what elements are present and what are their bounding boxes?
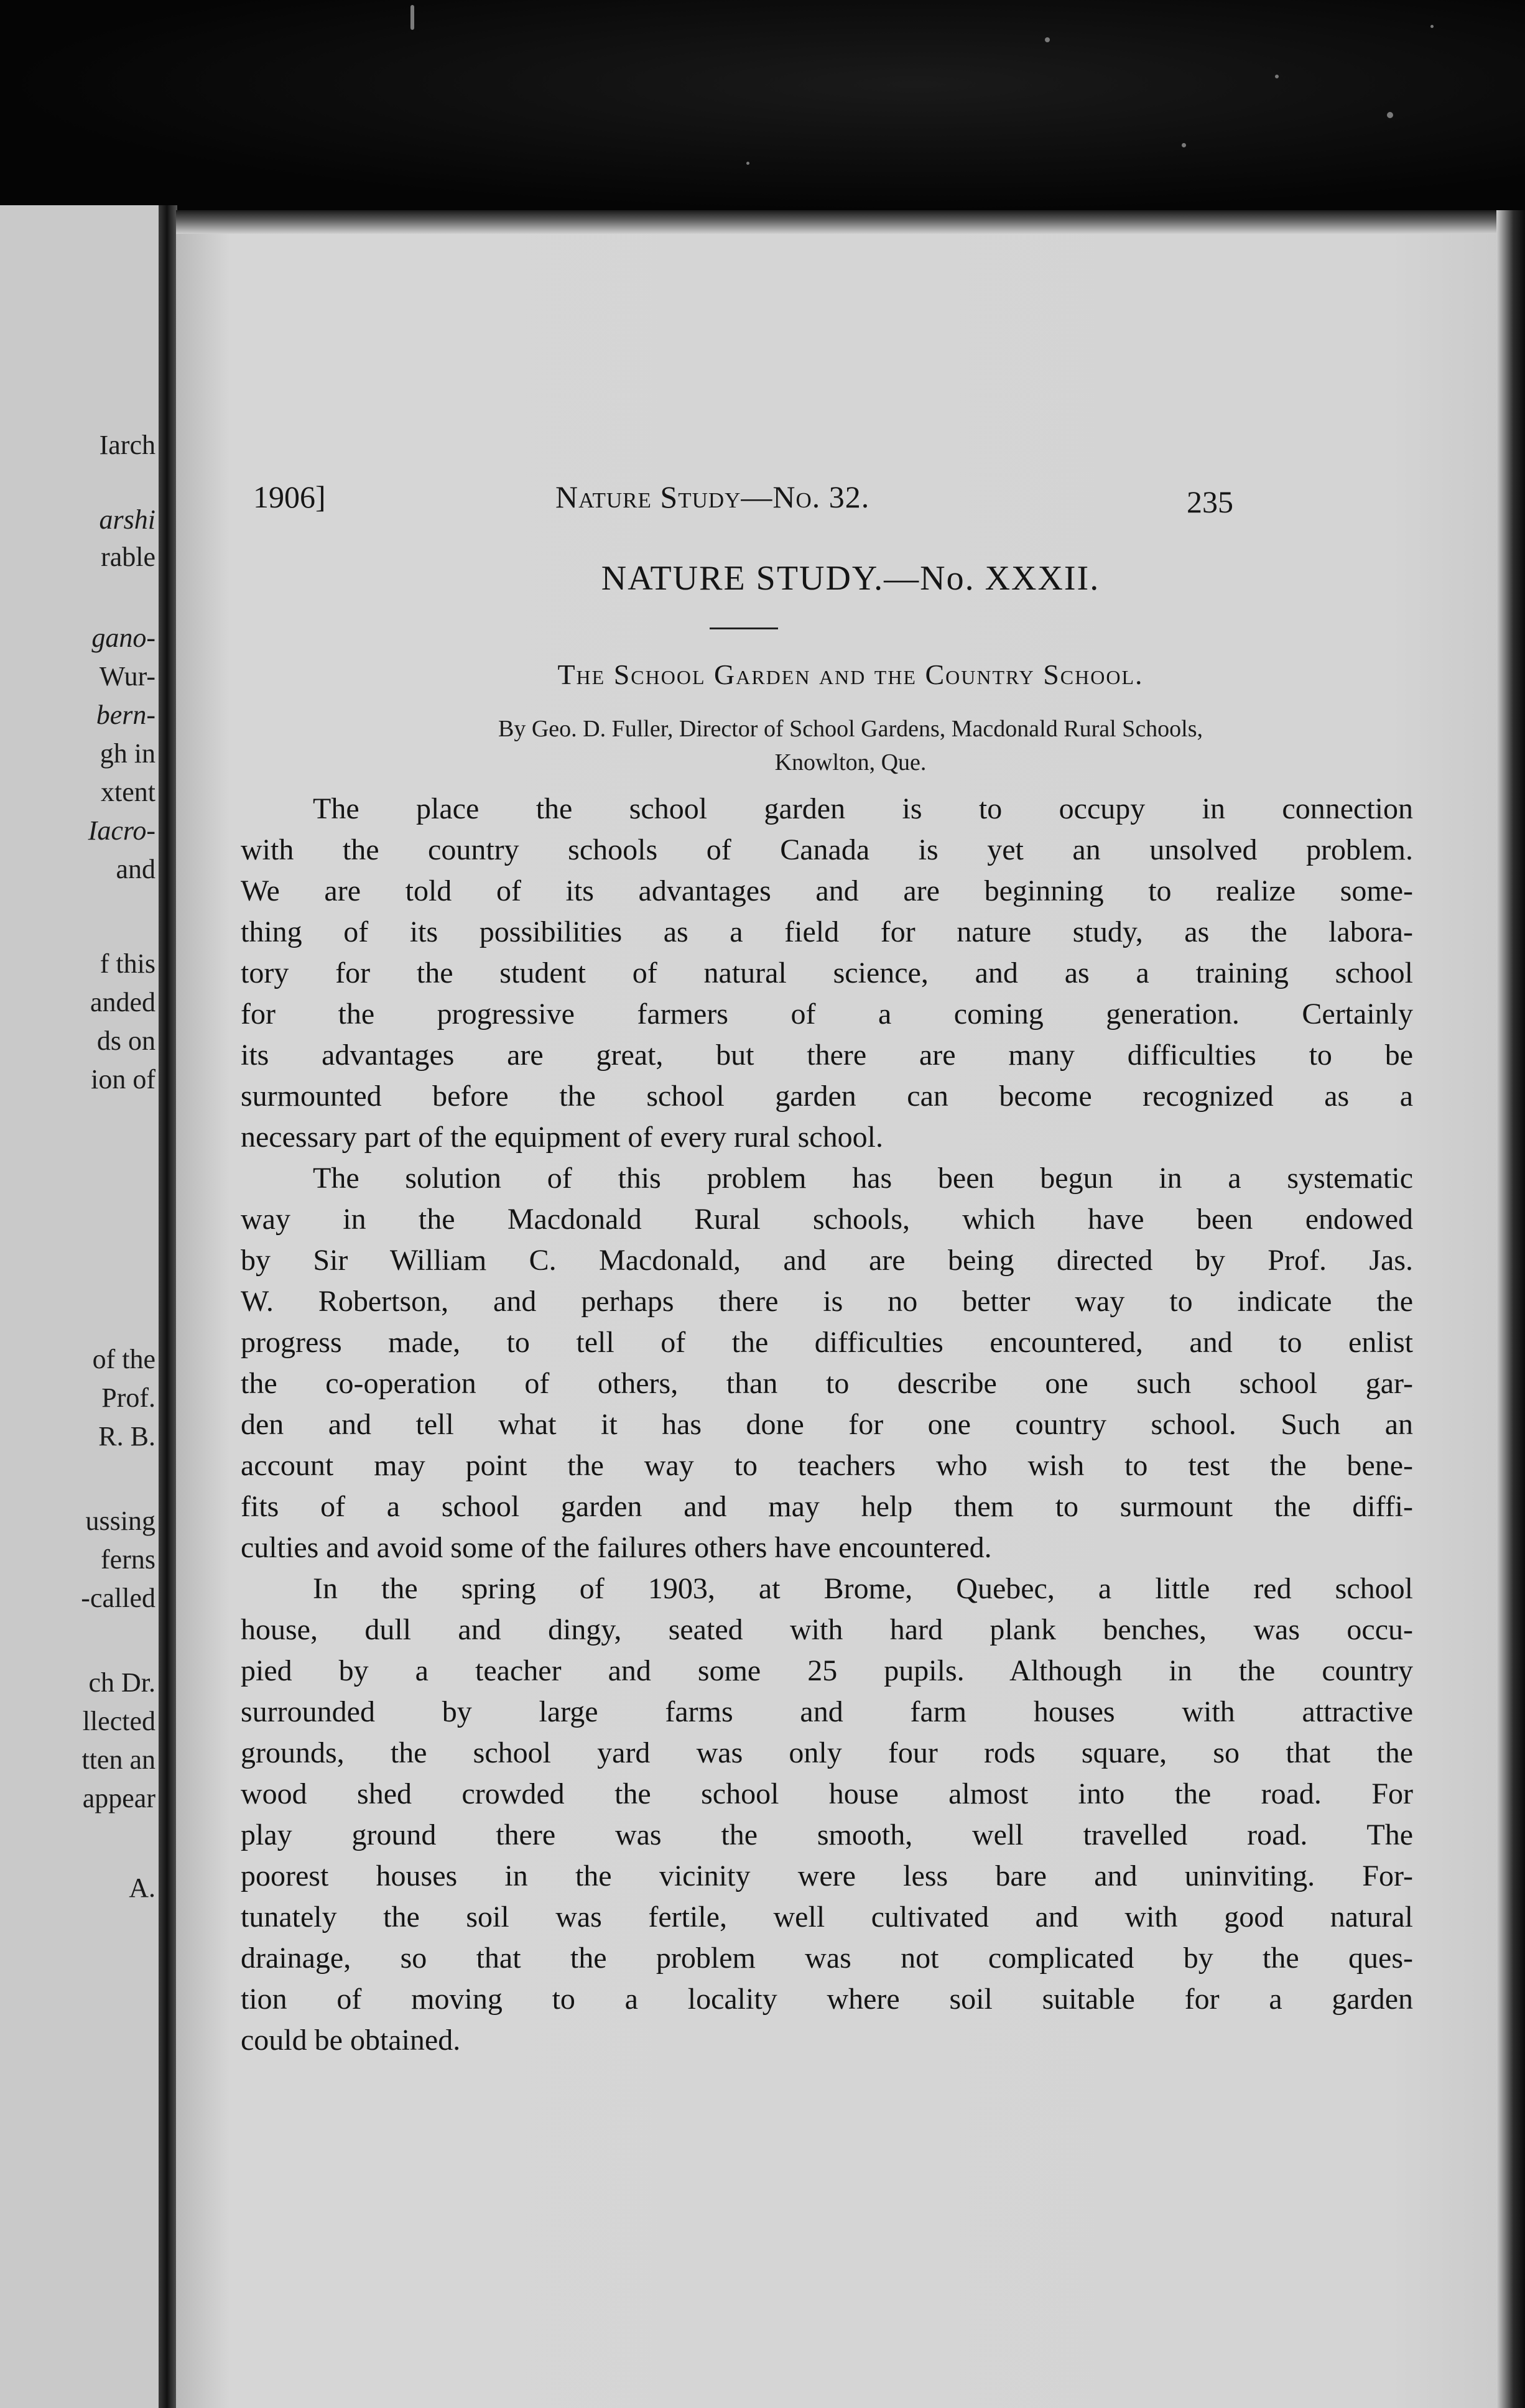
body-line: for the progressive farmers of a coming generation. Certainly — [241, 998, 1413, 1030]
left-page-line: ussing — [85, 1506, 155, 1536]
body-line: way in the Macdonald Rural schools, which have been endowed — [241, 1203, 1413, 1236]
title-divider — [710, 627, 778, 629]
article-subtitle: The School Garden and the Country School. — [557, 659, 1144, 690]
body-line: house, dull and dingy, seated with hard plank benches, was occu- — [241, 1613, 1413, 1646]
body-line: could be obtained. — [241, 2024, 461, 2057]
film-speck — [1045, 37, 1050, 42]
body-line: with the country schools of Canada is yet an unsolved problem. — [241, 833, 1413, 866]
body-line: den and tell what it has done for one country school. Such an — [241, 1408, 1413, 1441]
left-page-line: A. — [129, 1873, 155, 1903]
left-page-line: ds on — [96, 1026, 155, 1056]
film-speck — [746, 162, 749, 165]
page-number: 235 — [1187, 484, 1233, 519]
film-speck — [1275, 75, 1279, 78]
film-speck — [1387, 112, 1393, 118]
left-page-line: ferns — [101, 1544, 155, 1575]
page-gutter — [159, 205, 177, 2408]
left-page-line: bern- — [96, 700, 155, 730]
body-line: poorest houses in the vicinity were less bare and uninviting. For- — [241, 1859, 1413, 1892]
body-line: drainage, so that the problem was not complicated by the ques- — [241, 1942, 1413, 1975]
body-line: play ground there was the smooth, well travelled road. The — [241, 1818, 1413, 1851]
left-page-line: Iacro- — [88, 815, 155, 846]
running-title: Nature Study—No. 32. — [555, 479, 870, 514]
article-title: NATURE STUDY.—No. XXXII. — [601, 559, 1100, 598]
left-page-fragment — [0, 205, 163, 2408]
film-speck — [1182, 143, 1186, 147]
body-line: its advantages are great, but there are many difficulties to be — [241, 1039, 1413, 1072]
body-line: tunately the soil was fertile, well cultivated and with good natural — [241, 1901, 1413, 1933]
body-line: W. Robertson, and perhaps there is no better way to indicate the — [241, 1285, 1413, 1318]
left-page-line: Iarch — [99, 430, 155, 460]
byline-line-2: Knowlton, Que. — [774, 749, 927, 776]
body-line: wood shed crowded the school house almost into the road. For — [241, 1777, 1413, 1810]
left-page-line: llected — [82, 1706, 155, 1736]
left-page-line: xtent — [101, 777, 155, 807]
left-page-line: Wur- — [99, 661, 155, 692]
left-page-line: -called — [81, 1583, 155, 1613]
page-right-edge — [1496, 210, 1525, 2408]
left-page-line: anded — [90, 987, 155, 1017]
left-page-line: of the — [92, 1344, 155, 1374]
body-line: progress made, to tell of the difficulties encountered, and to enlist — [241, 1326, 1413, 1359]
left-page-line: ion of — [91, 1064, 155, 1095]
byline-line-1: By Geo. D. Fuller, Director of School Gardens, Macdonald Rural Schools, — [498, 716, 1203, 742]
film-border-top — [0, 0, 1525, 211]
body-line: We are told of its advantages and are beginning to realize some- — [241, 874, 1413, 907]
left-page-line: f this — [100, 948, 155, 979]
body-line: tory for the student of natural science, and as a training school — [241, 956, 1413, 989]
left-page-line: and — [116, 854, 155, 884]
body-line: the co-operation of others, than to describe one such school gar- — [241, 1367, 1413, 1400]
body-line: surmounted before the school garden can become recognized as a — [241, 1080, 1413, 1113]
left-page-line: ch Dr. — [88, 1667, 155, 1698]
left-page-line: appear — [82, 1783, 155, 1813]
body-line: grounds, the school yard was only four rods square, so that the — [241, 1736, 1413, 1769]
body-line: by Sir William C. Macdonald, and are being directed by Prof. Jas. — [241, 1244, 1413, 1277]
body-line: thing of its possibilities as a field for nature study, as the labora- — [241, 915, 1413, 948]
body-line: fits of a school garden and may help them to surmount the diffi- — [241, 1490, 1413, 1523]
header-year: 1906] — [253, 479, 326, 514]
left-page-line: Prof. — [101, 1382, 155, 1413]
body-line: The place the school garden is to occupy in connection — [313, 792, 1413, 825]
left-page-line: R. B. — [98, 1421, 155, 1452]
left-page-line: rable — [101, 542, 155, 572]
body-line: The solution of this problem has been begun in a systematic — [313, 1162, 1413, 1195]
body-line: culties and avoid some of the failures others have encountered. — [241, 1531, 992, 1564]
body-line: tion of moving to a locality where soil suitable for a garden — [241, 1983, 1413, 2016]
left-page-line: arshi — [99, 504, 155, 535]
left-page-line: tten an — [81, 1744, 155, 1775]
body-line: surrounded by large farms and farm houses with attractive — [241, 1695, 1413, 1728]
left-page-line: gh in — [100, 738, 155, 769]
body-line: account may point the way to teachers who wish to test the bene- — [241, 1449, 1413, 1482]
body-line: necessary part of the equipment of every rural school. — [241, 1121, 883, 1154]
body-line: pied by a teacher and some 25 pupils. Although in the country — [241, 1654, 1413, 1687]
film-speck — [1430, 25, 1434, 28]
body-line: In the spring of 1903, at Brome, Quebec, a little red school — [313, 1572, 1413, 1605]
page-top-edge — [176, 210, 1525, 234]
right-page — [176, 210, 1525, 2408]
left-page-line: gano- — [91, 623, 155, 653]
film-speck — [410, 5, 414, 30]
